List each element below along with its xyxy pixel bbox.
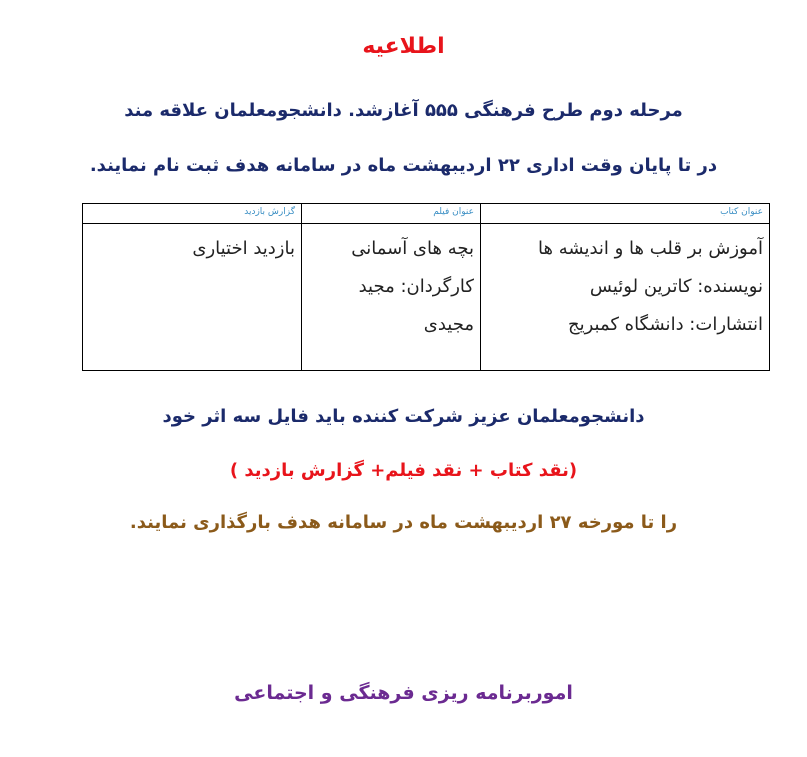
visit-text: بازدید اختیاری	[192, 238, 295, 259]
header-visit-report: گزارش بازدید	[83, 204, 302, 224]
requirement-line-3: را تا مورخه ۲۷ اردیبهشت ماه در سامانه هدف بارگذاری نمایند.	[129, 512, 678, 533]
office-signature: اموربرنامه ریزی فرهنگی و اجتماعی	[234, 682, 573, 704]
requirement-line-2: (نقد کتاب + نقد فیلم+ گزارش بازدید )	[229, 460, 578, 481]
film-title: بچه های آسمانی	[351, 238, 474, 259]
intro-line-1: مرحله دوم طرح فرهنگی ۵۵۵ آغازشد. دانشجومعلمان علاقه مند	[124, 100, 683, 121]
book-title: آموزش بر قلب ها و اندیشه ها	[538, 238, 763, 259]
header-film-title: عنوان فیلم	[302, 204, 481, 224]
works-table	[82, 203, 770, 371]
table-row	[83, 224, 770, 371]
visit-cell	[83, 224, 302, 371]
header-book-title: عنوان کتاب	[481, 204, 770, 224]
film-director-line1: کارگردان: مجید	[358, 276, 474, 297]
film-director-line2: مجیدی	[423, 314, 474, 335]
book-cell	[481, 224, 770, 371]
table-header-row	[83, 204, 770, 224]
intro-line-2: در تا پایان وقت اداری ۲۲ اردیبهشت ماه در سامانه هدف ثبت نام نمایند.	[89, 155, 718, 176]
book-publisher: انتشارات: دانشگاه کمبریج	[567, 314, 763, 335]
film-cell	[302, 224, 481, 371]
announcement-title: اطلاعیه	[362, 34, 445, 59]
requirement-line-1: دانشجومعلمان عزیز شرکت کننده باید فایل سه اثر خود	[162, 406, 645, 427]
book-author: نویسنده: کاترین لوئیس	[589, 276, 763, 297]
